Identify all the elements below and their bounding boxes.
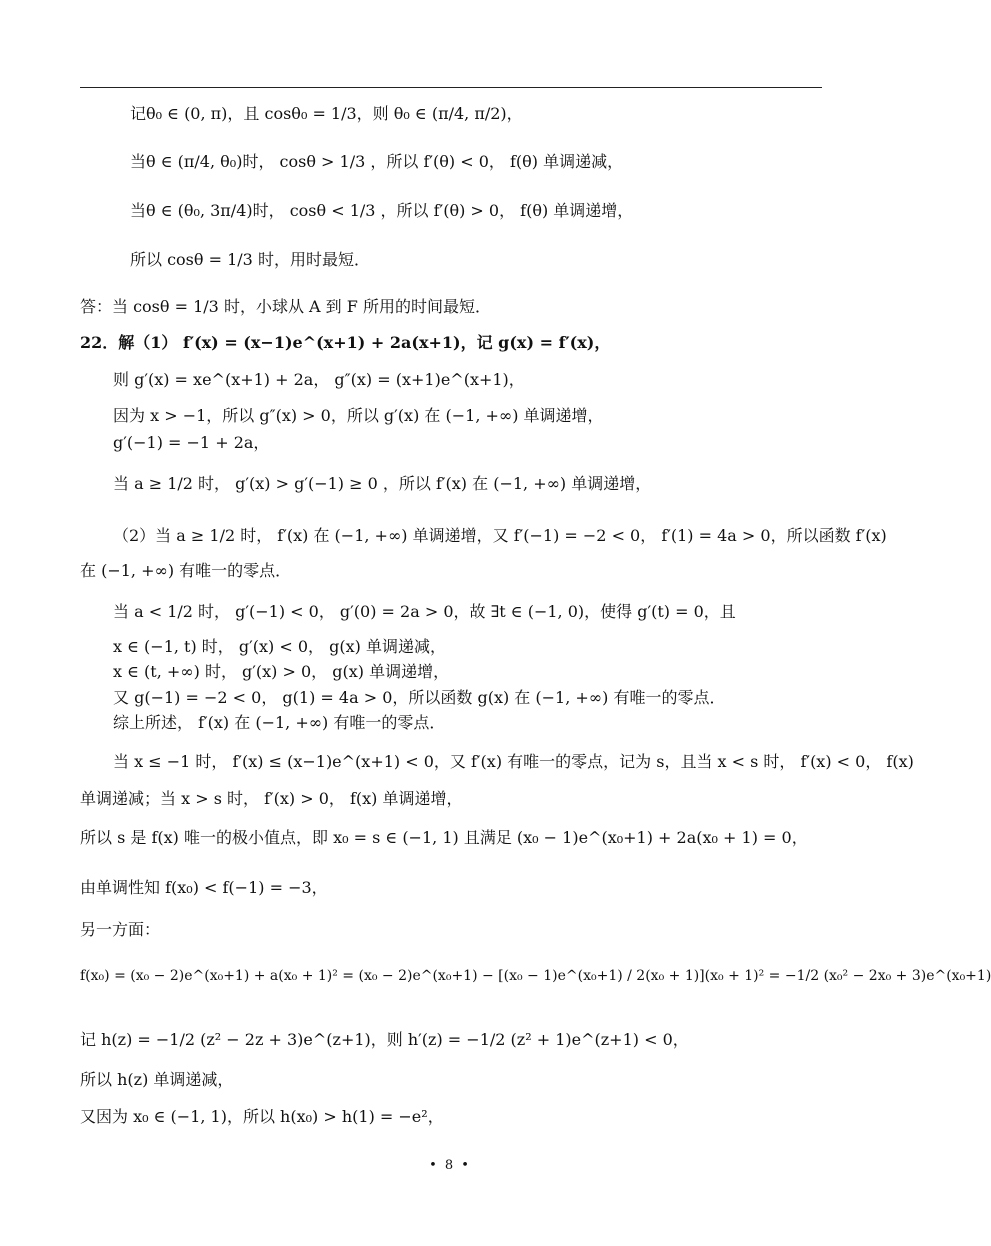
text-line: 当θ ∈ (π/4, θ₀)时， cosθ > 1/3 ，所以 f′(θ) < 0， f(θ) 单调递减， xyxy=(130,152,624,171)
text-line: 由单调性知 f(x₀) < f(−1) = −3， xyxy=(80,878,328,897)
header-rule xyxy=(80,87,822,88)
text-line: 当 a ≥ 1/2 时， g′(x) > g′(−1) ≥ 0 ，所以 f′(x) 在 (−1, +∞) 单调递增， xyxy=(113,474,652,493)
text-line: 综上所述， f′(x) 在 (−1, +∞) 有唯一的零点． xyxy=(113,713,446,732)
text-line: g′(−1) = −1 + 2a， xyxy=(113,433,270,452)
problem-22-heading: 22．解（1） f′(x) = (x−1)e^(x+1) + 2a(x+1)，记 g(x) = f′(x)， xyxy=(80,333,611,352)
text-line: 又 g(−1) = −2 < 0， g(1) = 4a > 0，所以函数 g(x) 在 (−1, +∞) 有唯一的零点． xyxy=(113,688,726,707)
text-line: 则 g′(x) = xe^(x+1) + 2a， g″(x) = (x+1)e^(x+1)， xyxy=(113,370,525,389)
text-line: 在 (−1, +∞) 有唯一的零点． xyxy=(80,561,292,580)
page-number: • 8 • xyxy=(429,1158,471,1173)
text-line: 单调递减；当 x > s 时， f′(x) > 0， f(x) 单调递增， xyxy=(80,789,463,808)
text-line: 所以 h(z) 单调递减， xyxy=(80,1070,234,1089)
text-line: 当θ ∈ (θ₀, 3π/4)时， cosθ < 1/3 ，所以 f′(θ) > 0， f(θ) 单调递增， xyxy=(130,201,634,220)
text-line: 当 x ≤ −1 时， f′(x) ≤ (x−1)e^(x+1) < 0，又 f′(x) 有唯一的零点，记为 s，且当 x < s 时， f′(x) < 0， f(x) xyxy=(113,752,914,771)
text-line: x ∈ (−1, t) 时， g′(x) < 0， g(x) 单调递减， xyxy=(113,637,446,656)
text-line: x ∈ (t, +∞) 时， g′(x) > 0， g(x) 单调递增， xyxy=(113,662,450,681)
answer-line: 答：当 cosθ = 1/3 时，小球从 A 到 F 所用的时间最短． xyxy=(80,297,491,316)
text-line: 记θ₀ ∈ (0, π)，且 cosθ₀ = 1/3，则 θ₀ ∈ (π/4, π/2)， xyxy=(130,104,523,123)
text-line: 因为 x > −1，所以 g″(x) > 0，所以 g′(x) 在 (−1, +∞) 单调递增， xyxy=(113,406,604,425)
text-line: 又因为 x₀ ∈ (−1, 1)，所以 h(x₀) > h(1) = −e²， xyxy=(80,1107,444,1126)
equation-line: f(x₀) = (x₀ − 2)e^(x₀+1) + a(x₀ + 1)² = (x₀ − 2)e^(x₀+1) − [(x₀ − 1)e^(x₀+1) / 2(x₀ + 1)](x₀ + 1)² = −1/2 (x₀² − 2x₀ + 3)e^(x₀+1) xyxy=(80,968,991,984)
text-line: 所以 cosθ = 1/3 时，用时最短． xyxy=(130,250,370,269)
text-line: 当 a < 1/2 时， g′(−1) < 0， g′(0) = 2a > 0，故 ∃t ∈ (−1, 0)，使得 g′(t) = 0，且 xyxy=(113,602,736,621)
text-line: 另一方面： xyxy=(80,920,161,939)
text-line: （2）当 a ≥ 1/2 时， f′(x) 在 (−1, +∞) 单调递增，又 f′(−1) = −2 < 0， f′(1) = 4a > 0，所以函数 f′(x) xyxy=(113,526,887,545)
text-line: 所以 s 是 f(x) 唯一的极小值点，即 x₀ = s ∈ (−1, 1) 且满足 (x₀ − 1)e^(x₀+1) + 2a(x₀ + 1) = 0， xyxy=(80,828,808,847)
text-line: 记 h(z) = −1/2 (z² − 2z + 3)e^(z+1)，则 h′(z) = −1/2 (z² + 1)e^(z+1) < 0， xyxy=(80,1030,689,1049)
